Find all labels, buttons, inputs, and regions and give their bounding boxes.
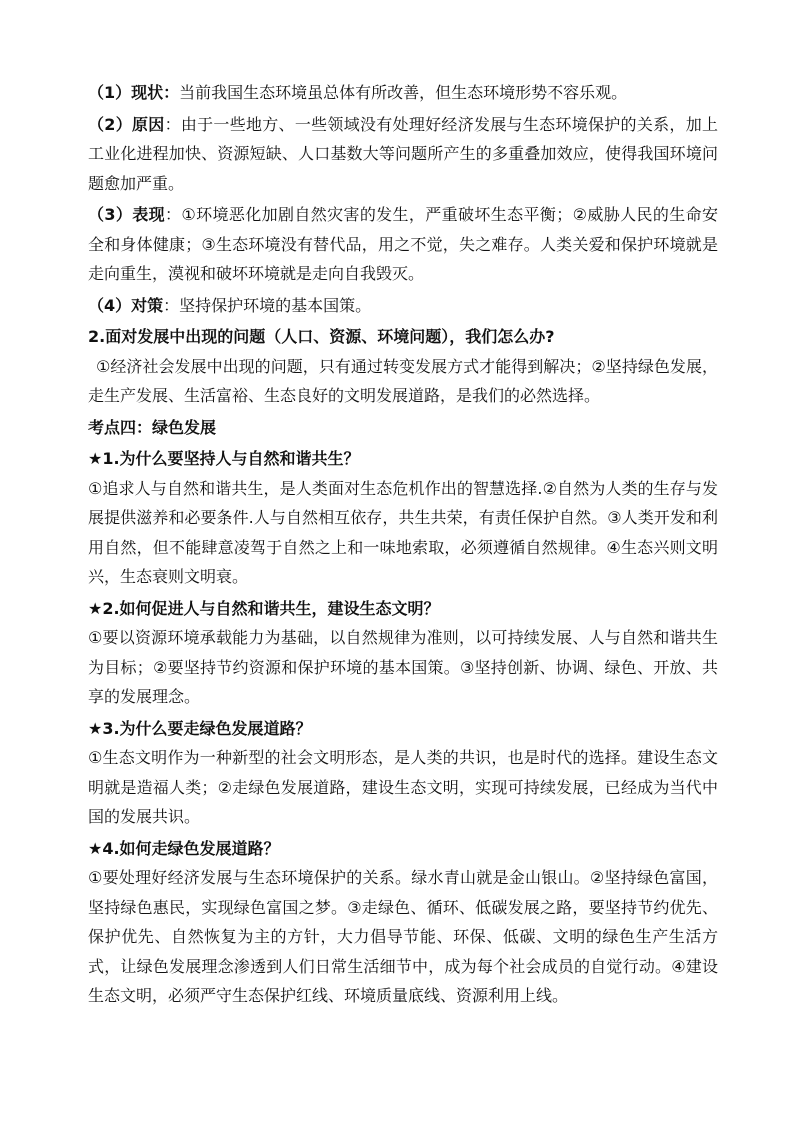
manifestation-label: （3）表现 [88, 205, 165, 224]
status-paragraph [88, 78, 718, 108]
cause-text: ：由于一些地方、一些领域没有处理好经济发展与生态环境保护的关系，加上工业化进程加快、资源短缺、人口基数大等问题所产生的多重叠加效应，使得我国环境问题愈加严重。 [88, 114, 718, 193]
question-3-title: ★3.为什么要走绿色发展道路？ [88, 718, 312, 738]
manifestation-paragraph [88, 200, 718, 289]
question-4-title: ★4.如何走绿色发展道路？ [88, 838, 280, 858]
question-2-answer: ①要以资源环境承载能力为基础，以自然规律为准则，以可持续发展、人与自然和谐共生为目标；②要坚持节约资源和保护环境的基本国策。③坚持创新、协调、绿色、开放、共享的发展理念。 [88, 628, 718, 706]
cause-label: （2）原因 [88, 114, 165, 134]
development-problems-question: 2.面对发展中出现的问题（人口、资源、环境问题），我们怎么办? [88, 327, 555, 346]
countermeasure-paragraph [88, 291, 718, 321]
status-label: （1）现状： [88, 83, 180, 102]
countermeasure-text: ：坚持保护环境的基本国策。 [163, 295, 372, 315]
question-1-answer: ①追求人与自然和谐共生，是人类面对生态危机作出的智慧选择.②自然为人类的生存与发展提供滋养和必要条件.人与自然相互依存，共生共荣，有责任保护自然。③人类开发和利用自然，但不能肆意凌驾于自然之上和一味地索取，必须遵循自然规律。④生态兴则文明兴，生态衰则文明衰。 [88, 478, 718, 586]
development-problems-answer: ①经济社会发展中出现的问题，只有通过转变发展方式才能得到解决；②坚持绿色发展，走生产发展、生活富裕、生态良好的文明发展道路，是我们的必然选择。 [88, 356, 718, 405]
manifestation-text: ：①环境恶化加剧自然灾害的发生，严重破坏生态平衡；②威胁人民的生命安全和身体健康；③生态环境没有替代品，用之不觉，失之难存。人类关爱和保护环境就是走向重生，漠视和破坏环境就是走向自我毁灭。 [88, 205, 718, 283]
section-title: 考点四：绿色发展 [88, 417, 217, 437]
cause-paragraph [88, 110, 718, 199]
question-2-title: ★2.如何促进人与自然和谐共生，建设生态文明？ [88, 598, 440, 618]
document-page [88, 78, 718, 1011]
status-text: 当前我国生态环境虽总体有所改善，但生态环境形势不容乐观。 [179, 83, 628, 102]
question-4-answer: ①要处理好经济发展与生态环境保护的关系。绿水青山就是金山银山。②坚持绿色富国，坚持绿色惠民，实现绿色富国之梦。③走绿色、循环、低碳发展之路，要坚持节约优先、保护优先、自然恢复为主的方针，大力倡导节能、环保、低碳、文明的绿色生产生活方式，让绿色发展理念渗透到人们日常生活细节中，成为每个社会成员的自觉行动。④建设生态文明，必须严守生态保护红线、环境质量底线、资源利用上线。 [88, 868, 718, 1005]
question-1-title: ★1.为什么要坚持人与自然和谐共生？ [88, 449, 360, 468]
countermeasure-label: （4）对策 [88, 295, 164, 315]
question-3-answer: ①生态文明作为一种新型的社会文明形态，是人类的共识，也是时代的选择。建设生态文明就是造福人类；②走绿色发展道路，建设生态文明，实现可持续发展，已经成为当代中国的发展共识。 [88, 748, 718, 826]
